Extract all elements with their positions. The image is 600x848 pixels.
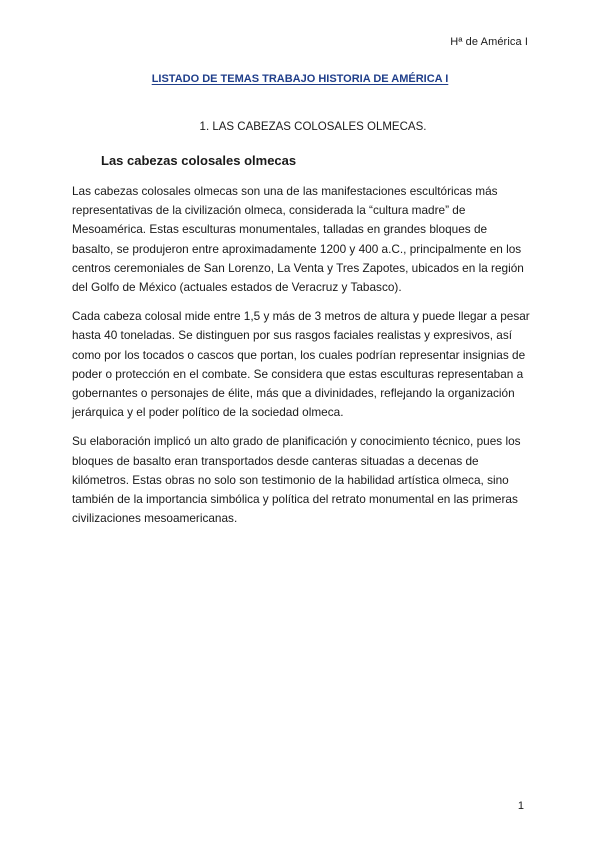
section-heading: 1. LAS CABEZAS COLOSALES OLMECAS. xyxy=(199,121,427,133)
running-header: Hª de América I xyxy=(450,36,528,48)
document-title: LISTADO DE TEMAS TRABAJO HISTORIA DE AMÉRICA I xyxy=(151,73,449,85)
paragraph-2: Cada cabeza colosal mide entre 1,5 y más de 3 metros de altura y puede llegar a pesar hasta 40 toneladas. Se distinguen por sus rasgos faciales realistas y expresivos, así como por los tocados o cascos que portan, los cuales podrían representar insignias de poder o protección en el combate. Se considera que estas esculturas representaban a gobernantes o personajes de élite, más que a divinidades, reflejando la organización jerárquica y el poder político de la sociedad olmeca. xyxy=(72,309,530,420)
paragraph-1: Las cabezas colosales olmecas son una de las manifestaciones escultóricas más representativas de la civilización olmeca, considerada la “cultura madre” de Mesoamérica. Estas esculturas monumentales, talladas en grandes bloques de basalto, se produjeron entre aproximadamente 1200 y 400 a.C., principalmente en los centros ceremoniales de San Lorenzo, La Venta y Tres Zapotes, ubicados en la región del Golfo de México (actuales estados de Veracruz y Tabasco). xyxy=(72,184,524,295)
paragraph-3: Su elaboración implicó un alto grado de planificación y conocimiento técnico, pues los bloques de basalto eran transportados desde canteras situadas a decenas de kilómetros. Estas obras no solo son testimonio de la habilidad artística olmeca, sino también de la importancia simbólica y política del retrato monumental en las primeras civilizaciones mesoamericanas. xyxy=(72,434,521,526)
subheading: Las cabezas colosales olmecas xyxy=(101,153,297,168)
page-number: 1 xyxy=(517,800,524,812)
body-text xyxy=(72,182,530,538)
